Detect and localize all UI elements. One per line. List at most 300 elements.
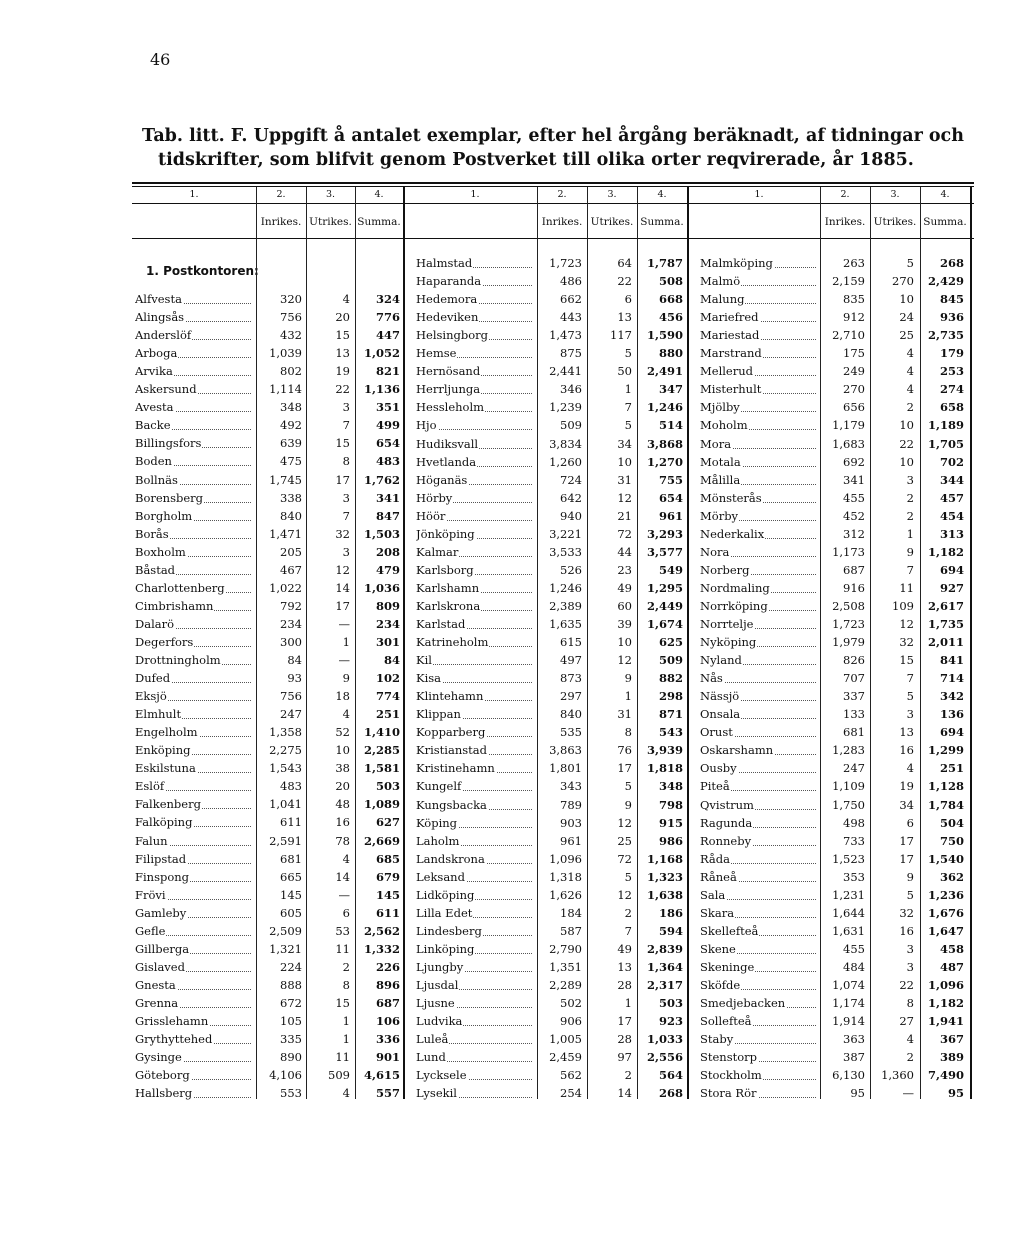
inrikes-value: 1,039 <box>269 346 302 361</box>
header-rule <box>132 203 974 204</box>
inrikes-value: 1,231 <box>832 887 865 902</box>
summa-value: 499 <box>375 418 400 433</box>
utrikes-value: 97 <box>617 1050 632 1065</box>
place-name <box>135 525 255 543</box>
summa-value: 336 <box>375 1032 400 1047</box>
summa-value: 841 <box>939 653 964 668</box>
inrikes-value: 756 <box>280 310 302 325</box>
place-name-text: Kungsbacka <box>416 797 487 812</box>
table-row <box>697 543 970 561</box>
summa-value: 487 <box>939 959 964 974</box>
place-name <box>135 1012 255 1030</box>
utrikes-value: 23 <box>617 562 632 577</box>
place-name-text: Oskarshamn <box>700 743 774 758</box>
place-name <box>135 507 255 525</box>
place-name-text: Misterhult <box>700 382 762 397</box>
place-name-text: Mörby <box>700 508 739 523</box>
summa-value: 2,839 <box>646 941 683 956</box>
place-name <box>700 723 820 741</box>
summa-value: 234 <box>375 616 400 631</box>
place-name-text: Nässjö <box>700 689 740 704</box>
place-name <box>135 434 255 452</box>
table-row <box>697 489 970 507</box>
place-name <box>135 326 255 344</box>
table-row <box>132 832 403 850</box>
utrikes-value: 34 <box>617 436 632 451</box>
place-name <box>135 904 255 922</box>
place-name-text: Ludvika <box>416 1014 463 1029</box>
utrikes-value: 22 <box>617 274 632 289</box>
utrikes-value: — <box>338 616 350 631</box>
inrikes-value: 890 <box>280 1050 302 1065</box>
table-row <box>697 272 970 290</box>
table-row <box>132 362 403 380</box>
summa-value: 347 <box>658 382 683 397</box>
place-name <box>135 723 255 741</box>
utrikes-value: 6 <box>342 905 350 920</box>
table-row <box>697 507 970 525</box>
table-row <box>413 759 687 777</box>
utrikes-value: 9 <box>624 797 632 812</box>
place-name-text: Hörby <box>416 490 453 505</box>
summa-value: 821 <box>375 364 400 379</box>
table-row <box>413 1012 687 1030</box>
table-row <box>132 326 403 344</box>
table-row <box>697 615 970 633</box>
place-name-text: Nyland <box>700 653 742 668</box>
inrikes-value: 2,459 <box>549 1050 582 1065</box>
summa-value: 557 <box>375 1086 400 1101</box>
place-name-text: Sala <box>700 887 726 902</box>
utrikes-value: 1,360 <box>881 1068 914 1083</box>
inrikes-value: 455 <box>843 941 865 956</box>
summa-value: 1,096 <box>927 978 964 992</box>
place-name <box>700 868 820 886</box>
place-name-text: Dalarö <box>135 616 175 631</box>
place-name <box>135 362 255 380</box>
place-name-text: Kalmar <box>416 544 459 559</box>
table-row <box>697 362 970 380</box>
summa-value: 389 <box>939 1050 964 1065</box>
utrikes-value: 49 <box>617 580 632 595</box>
summa-value: 714 <box>939 671 964 686</box>
table-row <box>413 615 687 633</box>
table-row <box>413 669 687 687</box>
table-row <box>413 1084 687 1102</box>
place-name-text: Mariestad <box>700 328 760 343</box>
place-name-text: Billingsfors <box>135 436 202 451</box>
table-row <box>697 416 970 434</box>
place-name <box>416 723 536 741</box>
summa-value: 179 <box>939 346 964 361</box>
table-row <box>697 705 970 723</box>
place-name-text: Helsingborg <box>416 328 489 343</box>
utrikes-value: — <box>902 1086 914 1101</box>
inrikes-value: 1,321 <box>269 941 302 956</box>
table-row <box>697 435 970 453</box>
utrikes-value: 13 <box>335 346 350 361</box>
column-label: Inrikes. <box>541 216 583 228</box>
utrikes-value: 4 <box>906 1032 914 1047</box>
place-name-text: Höganäs <box>416 472 468 487</box>
inrikes-value: 224 <box>280 959 302 974</box>
place-name <box>416 976 536 994</box>
inrikes-value: 6,130 <box>832 1068 865 1083</box>
place-name <box>135 868 255 886</box>
table-row <box>132 579 403 597</box>
utrikes-value: 5 <box>906 887 914 902</box>
table-row <box>697 994 970 1012</box>
inrikes-value: 1,750 <box>832 797 865 812</box>
table-row <box>697 796 970 814</box>
inrikes-value: 2,509 <box>269 923 302 938</box>
place-name <box>700 741 820 759</box>
table-row <box>697 525 970 543</box>
utrikes-value: 19 <box>899 779 914 794</box>
table-row <box>132 687 403 705</box>
utrikes-value: 5 <box>624 779 632 794</box>
place-name-text: Ljusdal <box>416 978 459 992</box>
inrikes-value: 1,179 <box>832 418 865 433</box>
place-name <box>416 489 536 507</box>
place-name <box>416 796 536 814</box>
column-label: Utrikes. <box>309 216 352 228</box>
summa-value: 1,189 <box>927 418 964 433</box>
place-name-text: Laholm <box>416 833 460 848</box>
summa-value: 2,317 <box>646 978 683 992</box>
place-name-text: Linköping <box>416 941 475 956</box>
utrikes-value: 28 <box>617 978 632 992</box>
inrikes-value: 341 <box>843 472 865 487</box>
inrikes-value: 1,631 <box>832 923 865 938</box>
utrikes-value: 270 <box>892 274 914 289</box>
summa-value: 454 <box>939 508 964 523</box>
leader-dots <box>416 664 532 665</box>
place-name-text: Malmö <box>700 274 741 289</box>
summa-value: 351 <box>375 400 400 415</box>
summa-value: 362 <box>939 869 964 884</box>
top-rule <box>132 182 974 184</box>
inrikes-value: 467 <box>280 562 302 577</box>
utrikes-value: 17 <box>335 598 350 613</box>
place-name <box>416 705 536 723</box>
utrikes-value: 76 <box>617 743 632 758</box>
place-name <box>416 687 536 705</box>
place-name-text: Kisa <box>416 671 442 686</box>
table-row <box>132 489 403 507</box>
inrikes-value: 1,626 <box>549 887 582 902</box>
inrikes-value: 840 <box>280 508 302 523</box>
place-name <box>135 1030 255 1048</box>
table-row <box>697 561 970 579</box>
place-name <box>135 633 255 651</box>
utrikes-value: 5 <box>906 256 914 270</box>
table-row <box>413 453 687 471</box>
place-name <box>135 777 255 795</box>
summa-value: 2,562 <box>363 923 400 938</box>
place-name <box>416 398 536 416</box>
inrikes-value: 2,275 <box>269 743 302 758</box>
summa-value: 3,868 <box>646 436 683 451</box>
table-row <box>413 362 687 380</box>
table-row <box>413 850 687 868</box>
utrikes-value: 20 <box>335 779 350 794</box>
place-name <box>135 886 255 904</box>
inrikes-value: 940 <box>560 508 582 523</box>
summa-value: 447 <box>375 328 400 343</box>
table-row <box>132 308 403 326</box>
summa-value: 1,168 <box>646 851 683 866</box>
utrikes-value: 1 <box>624 996 632 1011</box>
inrikes-value: 205 <box>280 544 302 559</box>
inrikes-value: 502 <box>560 996 582 1011</box>
utrikes-value: 15 <box>335 995 350 1010</box>
place-name-text: Klippan <box>416 707 461 722</box>
place-name <box>700 633 820 651</box>
table-row <box>413 904 687 922</box>
table-row <box>413 254 687 272</box>
table-row <box>413 922 687 940</box>
place-name <box>700 543 820 561</box>
place-name-text: Lilla Edet <box>416 905 473 920</box>
utrikes-value: 2 <box>906 490 914 505</box>
inrikes-value: 3,221 <box>549 526 582 541</box>
table-row <box>413 940 687 958</box>
table-row <box>697 687 970 705</box>
inrikes-value: 492 <box>280 418 302 433</box>
place-name-text: Karlskrona <box>416 598 481 613</box>
place-name-text: Alingsås <box>135 310 185 325</box>
place-name <box>135 850 255 868</box>
utrikes-value: 4 <box>906 382 914 397</box>
place-name <box>135 308 255 326</box>
inrikes-value: 916 <box>843 580 865 595</box>
table-row <box>413 705 687 723</box>
place-name-text: Hallsberg <box>135 1086 193 1101</box>
place-name-text: Lidköping <box>416 887 475 902</box>
place-name-text: Hemse <box>416 346 457 361</box>
column-label: Inrikes. <box>824 216 866 228</box>
summa-value: 479 <box>375 562 400 577</box>
table-row <box>132 886 403 904</box>
column-rule <box>687 187 689 1099</box>
utrikes-value: 10 <box>899 454 914 469</box>
page-number: 46 <box>150 50 171 69</box>
place-name-text: Dufed <box>135 671 171 686</box>
inrikes-value: 2,289 <box>549 978 582 992</box>
place-name <box>416 669 536 687</box>
place-name <box>700 416 820 434</box>
place-name <box>416 759 536 777</box>
utrikes-value: 3 <box>342 490 350 505</box>
place-name-text: Sköfde <box>700 978 741 992</box>
place-name-text: Katrineholm <box>416 635 489 650</box>
table-row <box>413 651 687 669</box>
utrikes-value: 15 <box>899 653 914 668</box>
inrikes-value: 681 <box>280 851 302 866</box>
place-name-text: Ljungby <box>416 959 464 974</box>
inrikes-value: 1,239 <box>549 400 582 415</box>
table-row <box>697 850 970 868</box>
table-row <box>697 814 970 832</box>
utrikes-value: 2 <box>906 508 914 523</box>
place-name-text: Ljusne <box>416 996 455 1011</box>
utrikes-value: 53 <box>335 923 350 938</box>
place-name <box>700 471 820 489</box>
utrikes-value: 12 <box>617 887 632 902</box>
place-name <box>135 759 255 777</box>
utrikes-value: 10 <box>617 454 632 469</box>
utrikes-value: 12 <box>617 815 632 830</box>
table-row <box>697 1066 970 1084</box>
summa-value: 1,410 <box>363 725 400 740</box>
inrikes-value: 1,174 <box>832 996 865 1011</box>
table-title-line-2: tidskrifter, som blifvit genom Postverket till olika orter reqvirerade, år 1885. <box>158 150 914 170</box>
utrikes-value: 16 <box>335 815 350 830</box>
utrikes-value: 1 <box>906 526 914 541</box>
inrikes-value: 961 <box>560 833 582 848</box>
place-name-text: Gillberga <box>135 941 190 956</box>
inrikes-value: 486 <box>560 274 582 289</box>
inrikes-value: 611 <box>280 815 302 830</box>
summa-value: 1,299 <box>927 743 964 758</box>
table-row <box>697 868 970 886</box>
place-name <box>135 705 255 723</box>
utrikes-value: 17 <box>617 761 632 776</box>
place-name <box>135 344 255 362</box>
table-row <box>132 1066 403 1084</box>
summa-value: 102 <box>375 671 400 686</box>
inrikes-value: 254 <box>560 1086 582 1101</box>
summa-value: 564 <box>658 1068 683 1083</box>
place-name <box>700 561 820 579</box>
inrikes-value: 320 <box>280 292 302 306</box>
summa-value: 341 <box>375 490 400 505</box>
utrikes-value: — <box>338 653 350 667</box>
inrikes-value: 1,979 <box>832 635 865 650</box>
table-row <box>697 723 970 741</box>
inrikes-value: 509 <box>560 418 582 433</box>
summa-value: 84 <box>383 653 400 667</box>
table-row <box>413 561 687 579</box>
inrikes-value: 2,710 <box>832 328 865 343</box>
inrikes-value: 95 <box>850 1086 865 1101</box>
summa-value: 456 <box>658 310 683 325</box>
place-name <box>416 507 536 525</box>
table-row <box>413 741 687 759</box>
place-name <box>416 994 536 1012</box>
summa-value: 251 <box>375 707 400 722</box>
inrikes-value: 756 <box>280 689 302 704</box>
utrikes-value: 4 <box>906 346 914 361</box>
summa-value: 936 <box>939 310 964 325</box>
place-name-text: Bollnäs <box>135 472 178 487</box>
summa-value: 367 <box>939 1032 964 1047</box>
place-name-text: Kungelf <box>416 779 462 794</box>
inrikes-value: 687 <box>843 562 865 577</box>
utrikes-value: 72 <box>617 526 632 541</box>
inrikes-value: 1,358 <box>269 725 302 740</box>
table-row <box>413 398 687 416</box>
place-name <box>416 543 536 561</box>
inrikes-value: 1,683 <box>832 436 865 451</box>
place-name-text: Hjo <box>416 418 437 433</box>
table-row <box>413 308 687 326</box>
table-row <box>132 290 403 308</box>
utrikes-value: 22 <box>899 436 914 451</box>
place-name <box>700 597 820 615</box>
inrikes-value: 840 <box>560 707 582 722</box>
summa-value: 342 <box>939 689 964 704</box>
inrikes-value: 642 <box>560 490 582 505</box>
place-name <box>416 525 536 543</box>
inrikes-value: 662 <box>560 292 582 307</box>
place-name-text: Falköping <box>135 815 193 830</box>
summa-value: 654 <box>375 436 400 451</box>
summa-value: 882 <box>658 671 683 686</box>
place-name <box>700 579 820 597</box>
utrikes-value: 19 <box>335 364 350 379</box>
inrikes-value: 2,389 <box>549 598 582 613</box>
inrikes-value: 297 <box>560 689 582 704</box>
place-name-text: Alfvesta <box>135 292 182 306</box>
table-row <box>413 1048 687 1066</box>
summa-value: 871 <box>658 707 683 722</box>
column-number: 3. <box>325 189 336 200</box>
place-name-text: Hessleholm <box>416 400 485 415</box>
table-row <box>132 669 403 687</box>
summa-value: 679 <box>375 869 400 884</box>
place-name <box>700 615 820 633</box>
place-name-text: Falkenberg <box>135 797 201 812</box>
place-name-text: Göteborg <box>135 1068 190 1083</box>
summa-value: 95 <box>947 1086 964 1101</box>
utrikes-value: 9 <box>624 671 632 686</box>
place-name-text: Gamleby <box>135 905 187 920</box>
inrikes-value: 1,022 <box>269 580 302 595</box>
table-row <box>132 344 403 362</box>
place-name-text: Köping <box>416 815 458 830</box>
table-row <box>697 1030 970 1048</box>
inrikes-value: 672 <box>280 995 302 1010</box>
place-name <box>416 471 536 489</box>
summa-value: 2,449 <box>646 598 683 613</box>
utrikes-value: 10 <box>899 418 914 433</box>
inrikes-value: 3,863 <box>549 743 582 758</box>
utrikes-value: 60 <box>617 598 632 613</box>
summa-value: 1,182 <box>927 996 964 1011</box>
place-name <box>700 1030 820 1048</box>
summa-value: 1,941 <box>927 1014 964 1029</box>
table-row <box>697 380 970 398</box>
place-name-text: Mellerud <box>700 364 754 379</box>
inrikes-value: 2,790 <box>549 941 582 956</box>
column-number: 2. <box>276 189 286 200</box>
place-name <box>700 435 820 453</box>
summa-value: 774 <box>375 689 400 704</box>
place-name <box>416 1048 536 1066</box>
place-name-text: Grenna <box>135 995 179 1010</box>
utrikes-value: 14 <box>617 1086 632 1101</box>
place-name <box>700 1066 820 1084</box>
inrikes-value: 335 <box>280 1032 302 1047</box>
place-name-text: Leksand <box>416 869 465 884</box>
place-name <box>416 380 536 398</box>
place-name <box>135 597 255 615</box>
summa-value: 668 <box>658 292 683 307</box>
summa-value: 1,089 <box>363 797 400 812</box>
inrikes-value: 84 <box>287 653 302 667</box>
